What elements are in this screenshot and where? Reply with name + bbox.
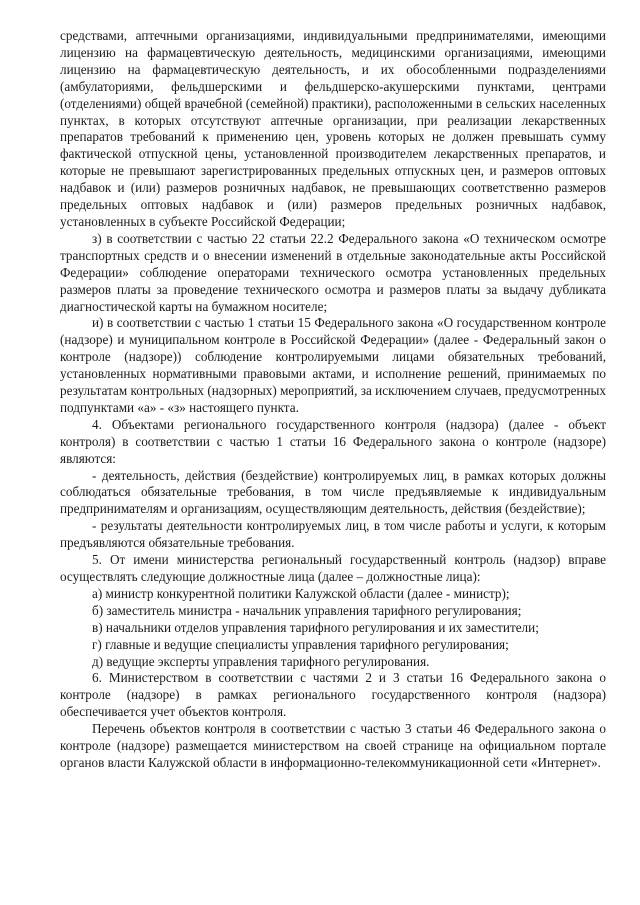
- paragraph-section-6: 6. Министерством в соответствии с частями 2 и 3 статьи 16 Федерального закона о контроле (надзоре) в рамках регионального государственного контроля (надзора) обеспечивается учет объектов контроля.: [60, 670, 606, 720]
- paragraph-pharmacy-requirements: средствами, аптечными организациями, индивидуальными предпринимателями, имеющими лицензию на фармацевтическую деятельность, медицинскими организациями, имеющими лицензию на фармацевтическую деятельность, и их обособленными подразделениями (амбулаториями, фельдшерскими и фельдшерско-акушерскими пунктами, центрами (отделениями) общей врачебной (семейной) практики), расположенными в сельских населенных пунктах, в которых отсутствуют аптечные организации, при реализации лекарственных препаратов требований к применению цен, уровень которых не должен превышать сумму фактической отпускной цены, установленной производителем лекарственных препаратов, и которые не превышают зарегистрированных предельных отпускных цен, и размеров оптовых надбавок и (или) размеров розничных надбавок, не превышающих соответственно размеров предельных оптовых надбавок и (или) размеров предельных розничных надбавок, установленных в субъекте Российской Федерации;: [60, 28, 606, 229]
- paragraph-objects-results: - результаты деятельности контролируемых лиц, в том числе работы и услуги, к которым предъявляются обязательные требования.: [60, 518, 606, 551]
- list-item-g: г) главные и ведущие специалисты управления тарифного регулирования;: [92, 636, 509, 652]
- paragraph-section-5: 5. От имени министерства региональный государственный контроль (надзор) вправе осуществлять следующие должностные лица (далее – должностные лица):: [60, 552, 606, 584]
- list-item-b: б) заместитель министра - начальник управления тарифного регулирования;: [92, 602, 522, 618]
- paragraph-section-4: 4. Объектами регионального государственного контроля (надзора) (далее - объект контроля) в соответствии с частью 1 статьи 16 Федерального закона о контроле (надзоре) являются:: [60, 416, 606, 466]
- paragraph-item-z: з) в соответствии с частью 22 статьи 22.2 Федерального закона «О техническом осмотре транспортных средств и о внесении изменений в отдельные законодательные акты Российской Федерации» соблюдение операторами технического осмотра установленных предельных размеров платы за проведение технического осмотра и размеров платы за выдачу дубликата диагностической карты на бумажном носителе;: [60, 230, 606, 314]
- list-item-v: в) начальники отделов управления тарифного регулирования и их заместители;: [92, 619, 539, 635]
- list-item-a: а) министр конкурентной политики Калужской области (далее - министр);: [92, 585, 510, 601]
- paragraph-objects-activity: - деятельность, действия (бездействие) контролируемых лиц, в рамках которых должны соблюдаться обязательные требования, в том числе предъявляемые к индивидуальным предпринимателям и организациям, осуществляющим деятельность, действия (бездействие);: [60, 467, 606, 517]
- document-page: [60, 28, 606, 772]
- list-item-d: д) ведущие эксперты управления тарифного регулирования.: [92, 653, 430, 669]
- paragraph-objects-list: Перечень объектов контроля в соответствии с частью 3 статьи 46 Федерального закона о контроле (надзоре) размещается министерством на своей странице на официальном портале органов власти Калужской области в информационно-телекоммуникационной сети «Интернет».: [60, 721, 606, 770]
- paragraph-item-i: и) в соответствии с частью 1 статьи 15 Федерального закона «О государственном контроле (надзоре) и муниципальном контроле в Российской Федерации» (далее - Федеральный закон о контроле (надзоре)) соблюдение контролируемыми лицами обязательных требований, установленных нормативными правовыми актами, и исполнение решений, принимаемых по результатам контрольных (надзорных) мероприятий, за исключением случаев, предусмотренных подпунктами «а» - «з» настоящего пункта.: [60, 315, 606, 415]
